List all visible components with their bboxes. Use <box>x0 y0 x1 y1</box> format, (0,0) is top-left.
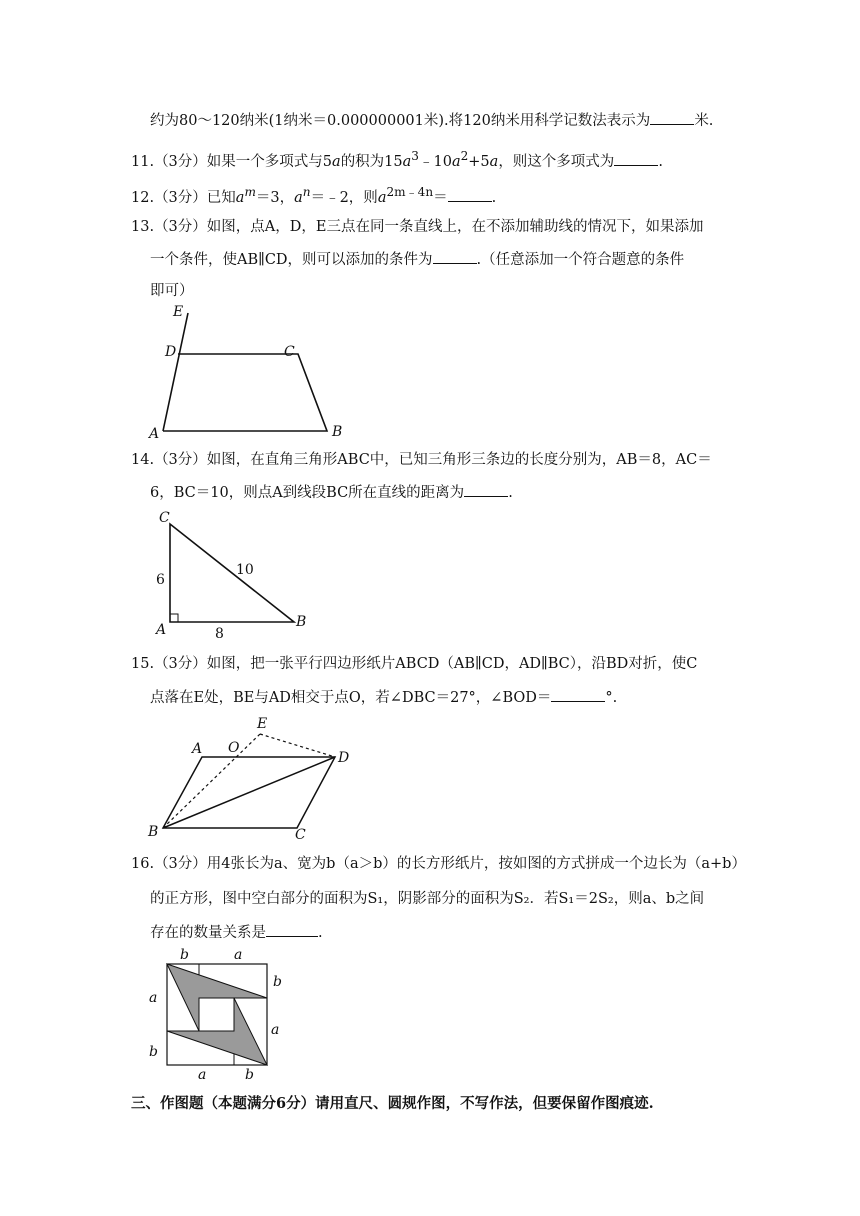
question-16-line1: 16.（3分）用4张长为a、宽为b（a＞b）的长方形纸片，按如图的方式拼成一个边长为（a+b） <box>131 856 746 872</box>
line-AE <box>163 313 188 431</box>
label-B: B <box>296 614 307 630</box>
label-6: 6 <box>156 572 165 588</box>
label-A: A <box>156 622 167 638</box>
question-14-line2: 6，BC＝10，则点A到线段BC所在直线的距离为 . <box>150 482 513 503</box>
trapezoid-ABCD <box>163 354 327 431</box>
label-b-left: b <box>149 1044 158 1060</box>
label-a-right: a <box>271 1022 280 1038</box>
label-a-bottom: a <box>198 1067 207 1083</box>
section-3-heading: 三、作图题（本题满分6分）请用直尺、圆规作图，不写作法，但要保留作图痕迹. <box>131 1095 654 1112</box>
shaded-region-bottom <box>167 998 267 1065</box>
label-D: D <box>165 344 177 360</box>
label-E: E <box>257 716 268 732</box>
label-B: B <box>332 424 343 440</box>
question-15-line2: 点落在E处，BE与AD相交于点O，若∠DBC＝27°，∠BOD＝ °. <box>150 687 617 708</box>
label-10: 10 <box>236 562 254 578</box>
question-12: 12.（3分）已知$a^m=3$，$a^n=﹣2$，则$a^{2m﹣4n}=$ . <box>131 185 497 206</box>
question-14-line1: 14.（3分）如图，在直角三角形ABC中，已知三角形三条边的长度分别为，AB＝8，AC＝ <box>131 452 712 468</box>
right-angle-mark <box>170 614 178 622</box>
question-13-line1: 13.（3分）如图，点A，D，E三点在同一条直线上，在不添加辅助线的情况下，如果添加 <box>131 219 704 235</box>
figure-13-trapezoid <box>145 305 345 445</box>
label-O: O <box>228 740 240 756</box>
answer-blank <box>551 687 605 702</box>
question-13-line3: 即可） <box>150 283 194 299</box>
label-b-bottom: b <box>245 1067 254 1083</box>
label-C: C <box>159 510 170 526</box>
triangle-ABC <box>170 524 294 622</box>
question-16-line2: 的正方形，图中空白部分的面积为S₁，阴影部分的面积为S₂．若S₁＝2S₂，则a、b之间 <box>150 891 705 907</box>
label-b-right: b <box>273 974 282 990</box>
label-b-top: b <box>180 947 189 963</box>
question-11: 11.（3分）如果一个多项式与5a的积为$15a^3﹣10a^2+5a$，则这个多项式为 . <box>131 149 663 170</box>
label-C: C <box>295 827 306 843</box>
answer-blank <box>266 922 318 937</box>
figure-15-parallelogram <box>145 712 365 842</box>
question-16-line3: 存在的数量关系是 . <box>150 922 323 943</box>
label-C: C <box>284 344 295 360</box>
var-a: a <box>402 153 412 170</box>
diagonal-BD <box>163 757 335 828</box>
label-B: B <box>148 824 159 840</box>
figure-16-square <box>145 946 305 1081</box>
answer-blank <box>614 151 658 166</box>
figure-14-right-triangle <box>150 508 320 643</box>
label-A: A <box>149 426 160 442</box>
answer-blank <box>433 249 477 264</box>
answer-blank <box>464 482 508 497</box>
label-8: 8 <box>215 626 224 642</box>
label-D: D <box>338 750 350 766</box>
segment-ED <box>260 734 335 757</box>
label-A: A <box>192 741 203 757</box>
label-a-top: a <box>234 947 243 963</box>
question-13-line2: 一个条件，使AB∥CD，则可以添加的条件为 .（任意添加一个符合题意的条件 <box>150 249 684 270</box>
shaded-region-top <box>167 964 267 1031</box>
segment-BE <box>163 734 260 828</box>
q10-continuation: 约为80～120纳米(1纳米＝0.000000001米).将120纳米用科学记数法表示为 米. <box>150 110 713 131</box>
answer-blank <box>650 110 694 125</box>
label-a-left: a <box>149 990 158 1006</box>
answer-blank <box>448 187 492 202</box>
question-15-line1: 15.（3分）如图，把一张平行四边形纸片ABCD（AB∥CD，AD∥BC），沿BD对折，使C <box>131 656 698 672</box>
label-E: E <box>173 304 184 320</box>
